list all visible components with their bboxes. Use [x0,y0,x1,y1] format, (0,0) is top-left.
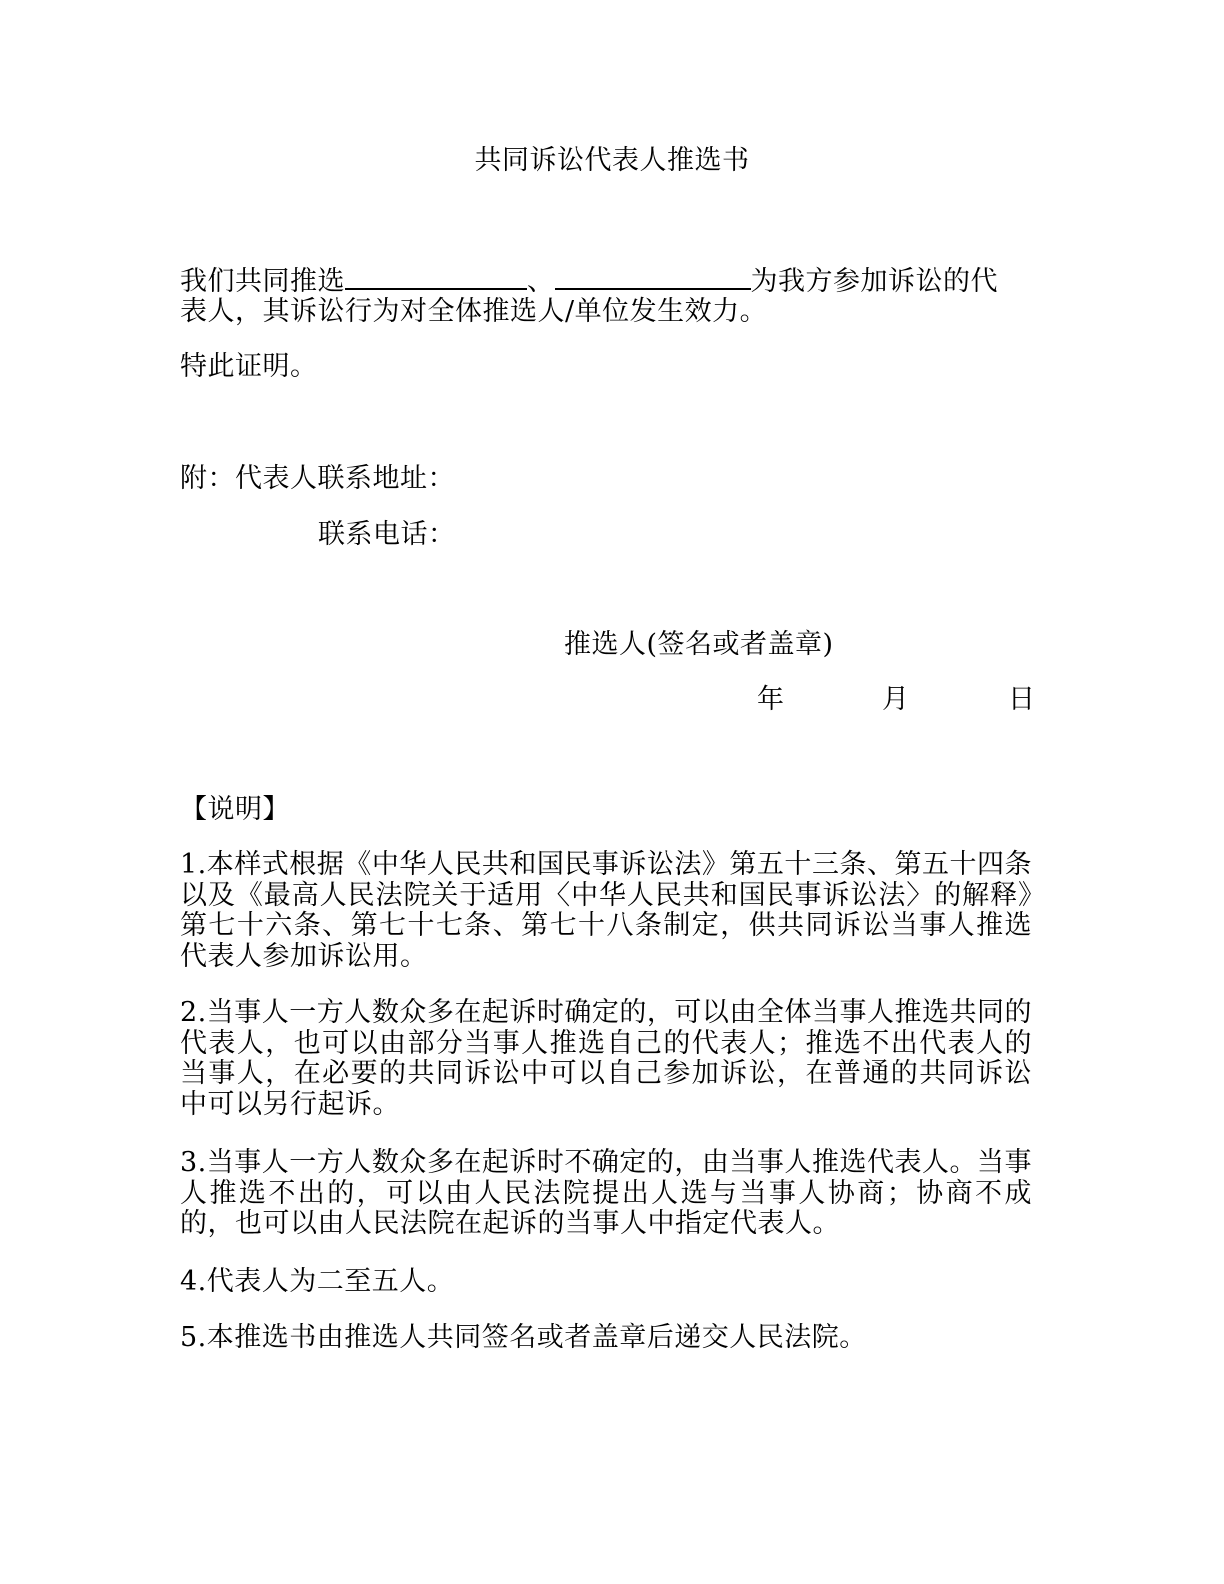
nomination-line-1 [180,264,998,299]
separator: 、 [527,266,555,297]
note-item-5: 5.本推选书由推选人共同签名或者盖章后递交人民法院。 [180,1322,867,1353]
note-item-1: 1.本样式根据《中华人民共和国民事诉讼法》第五十三条、第五十四条以及《最高人民法院关于适用〈中华人民共和国民事诉讼法〉的解释》第七十六条、第七十七条、第七十八条制定，供共同诉讼当事人推选代表人参加诉讼用。 [180,849,1032,972]
representative-1-blank[interactable] [345,264,527,290]
nomination-line-2: 表人，其诉讼行为对全体推选人/单位发生效力。 [180,296,768,327]
note-item-4: 4.代表人为二至五人。 [180,1266,455,1297]
date-day: 日 [1008,684,1036,715]
nomination-prefix: 我们共同推选 [180,266,345,297]
note-item-3: 3.当事人一方人数众多在起诉时不确定的，由当事人推选代表人。当事人推选不出的，可以由人民法院提出人选与当事人协商；协商不成的，也可以由人民法院在起诉的当事人中指定代表人。 [180,1147,1032,1239]
phone-label: 联系电话： [318,519,456,550]
certify-text: 特此证明。 [180,351,318,382]
document-title: 共同诉讼代表人推选书 [474,145,750,176]
nomination-suffix: 为我方参加诉讼的代 [750,266,998,297]
representative-2-blank[interactable] [555,264,751,290]
notes-heading: 【说明】 [180,794,290,825]
date-year: 年 [757,684,785,715]
signer-label: 推选人(签名或者盖章) [564,629,834,660]
address-label: 附：代表人联系地址： [180,463,455,494]
date-month: 月 [882,684,910,715]
note-item-2: 2.当事人一方人数众多在起诉时确定的，可以由全体当事人推选共同的代表人，也可以由部分当事人推选自己的代表人；推选不出代表人的当事人，在必要的共同诉讼中可以自己参加诉讼，在普通的共同诉讼中可以另行起诉。 [180,997,1032,1120]
